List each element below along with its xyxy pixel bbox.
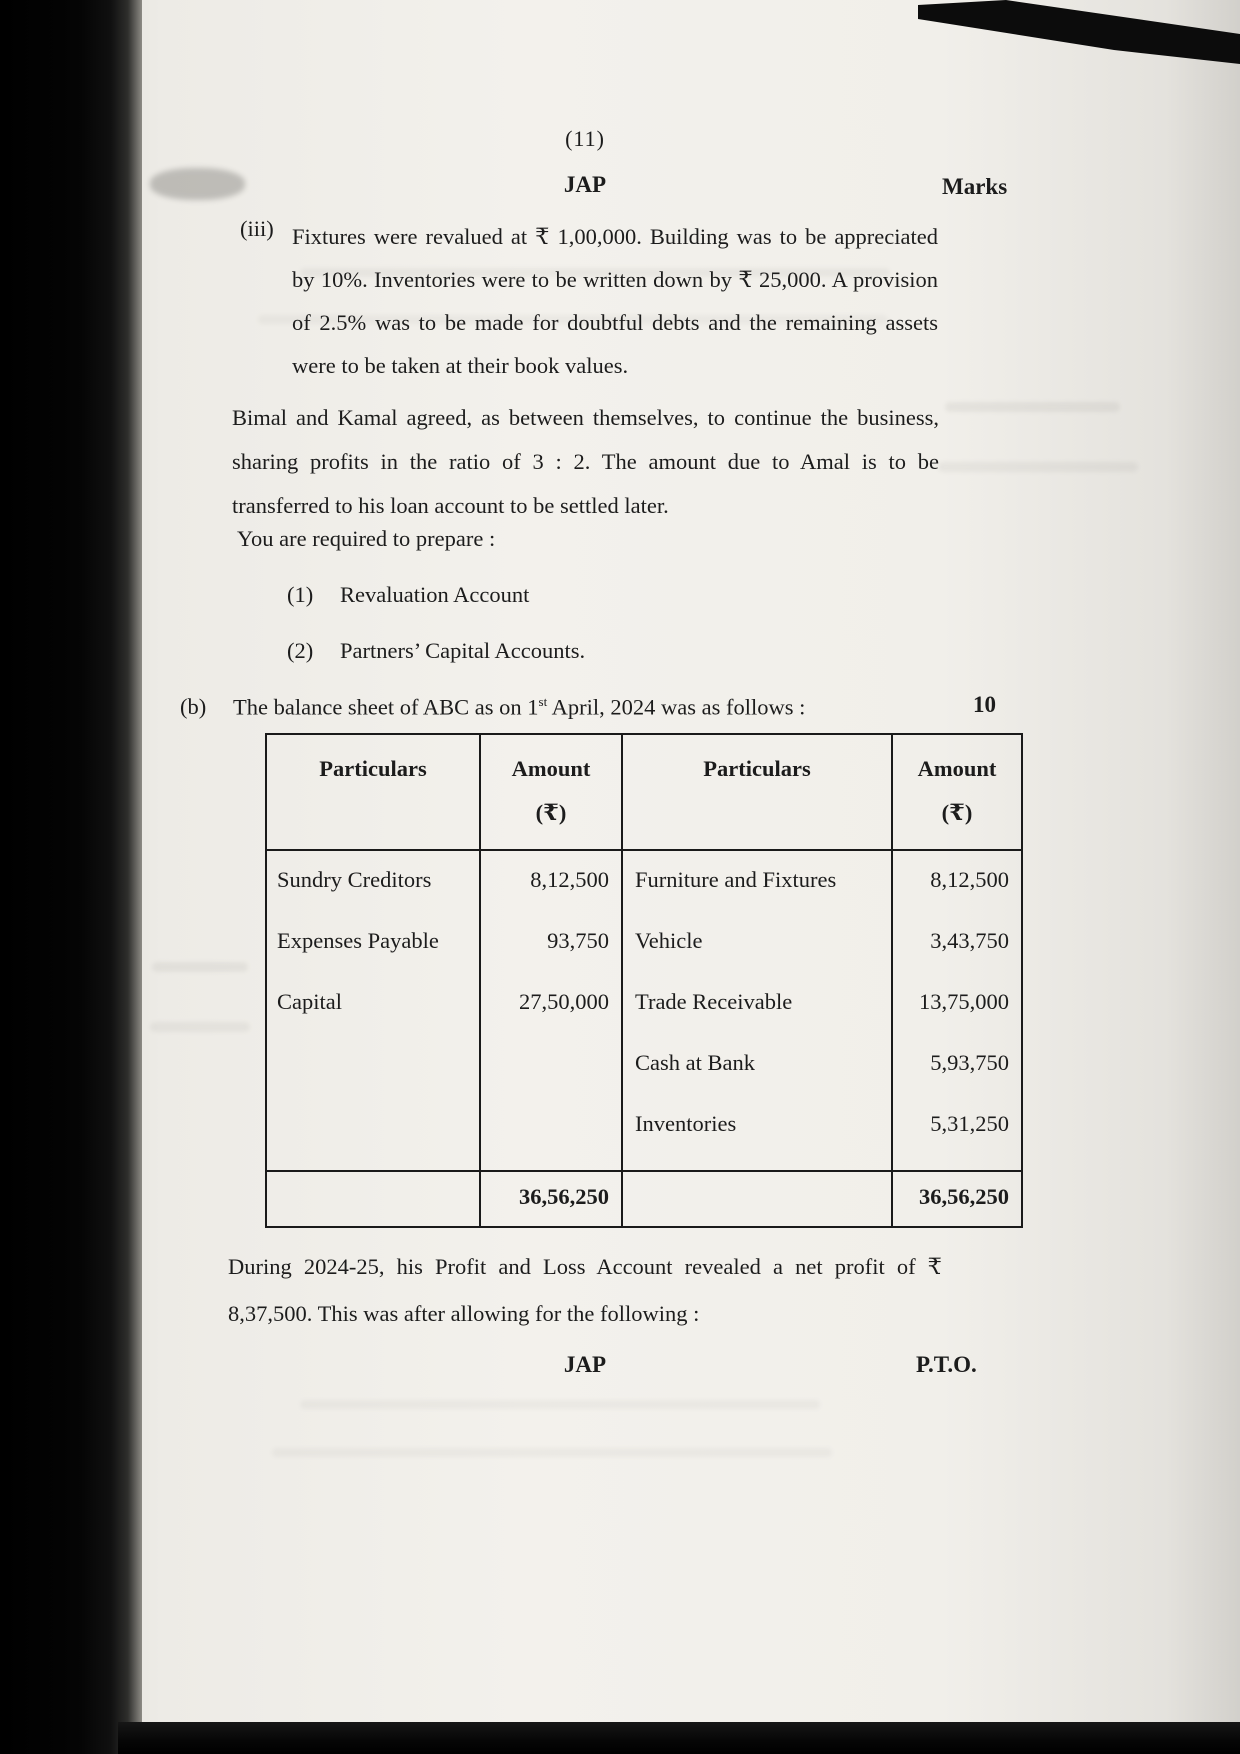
pto-label: P.T.O. bbox=[916, 1352, 977, 1377]
liability-amount: 8,12,500 bbox=[530, 867, 609, 892]
part-b-label: (b) bbox=[180, 694, 207, 719]
item-iii-text: Fixtures were revalued at ₹ 1,00,000. Building was to be appreciated by 10%. Inventories were to be written down by ₹ 25,000. A provision of 2.5% was to be made for doubtful debts and the remaining assets were to be taken at their book values. bbox=[292, 224, 938, 378]
liabilities-particulars-column bbox=[266, 850, 480, 1171]
balance-sheet-table bbox=[265, 733, 1023, 1228]
liability-item bbox=[267, 1048, 479, 1109]
ordinal-superscript: st bbox=[538, 694, 548, 709]
header-amount-left-unit: (₹) bbox=[535, 800, 567, 825]
asset-amount: 3,43,750 bbox=[930, 928, 1009, 953]
scan-top-right-black-artifact bbox=[918, 0, 1240, 64]
liability-item: Sundry Creditors bbox=[277, 867, 432, 892]
asset-item: Vehicle bbox=[635, 928, 703, 953]
paragraph-net-profit: During 2024-25, his Profit and Loss Account revealed a net profit of ₹ 8,37,500. This was after allowing for the following : bbox=[228, 1254, 942, 1326]
asset-amount: 5,31,250 bbox=[930, 1111, 1009, 1136]
scan-bottom-black-band bbox=[118, 1722, 1240, 1754]
balance-sheet-header-row bbox=[266, 734, 1022, 850]
required-item-1-label: (1) bbox=[287, 582, 314, 607]
bleed-through-artifact bbox=[150, 1022, 250, 1032]
header-particulars-left-label: Particulars bbox=[319, 756, 427, 781]
bleed-through-artifact bbox=[945, 402, 1120, 412]
header-amount-right bbox=[892, 734, 1022, 850]
part-b-text-after: April, 2024 was as follows : bbox=[547, 694, 806, 720]
header-particulars-left bbox=[266, 734, 480, 850]
asset-amount: 5,93,750 bbox=[930, 1050, 1009, 1075]
part-b-text-before: The balance sheet of ABC as on 1 bbox=[233, 694, 539, 720]
header-amount-right-unit: (₹) bbox=[941, 800, 973, 825]
required-heading: You are required to prepare : bbox=[237, 526, 496, 551]
liability-amount: 27,50,000 bbox=[519, 989, 609, 1014]
bleed-through-artifact bbox=[300, 1400, 820, 1409]
liability-amount: 93,750 bbox=[547, 928, 609, 953]
total-blank-left bbox=[266, 1171, 480, 1227]
liability-amount bbox=[481, 1109, 621, 1170]
paper-code-footer: JAP bbox=[563, 1352, 607, 1377]
asset-item: Furniture and Fixtures bbox=[635, 867, 837, 892]
assets-particulars-column bbox=[622, 850, 892, 1171]
liability-item: Expenses Payable bbox=[277, 928, 439, 953]
page-number: (11) bbox=[565, 126, 605, 151]
header-amount-right-label: Amount bbox=[917, 756, 997, 781]
asset-item: Inventories bbox=[635, 1111, 737, 1136]
asset-amount: 8,12,500 bbox=[930, 867, 1009, 892]
total-liabilities-amount: 36,56,250 bbox=[480, 1171, 622, 1227]
header-particulars-right bbox=[622, 734, 892, 850]
scan-left-black-band bbox=[0, 0, 142, 1754]
liabilities-amount-column bbox=[480, 850, 622, 1171]
liability-item bbox=[267, 1109, 479, 1170]
asset-item: Cash at Bank bbox=[635, 1050, 755, 1075]
asset-amount: 13,75,000 bbox=[919, 989, 1009, 1014]
total-assets-amount: 36,56,250 bbox=[892, 1171, 1022, 1227]
scan-smudge-artifact bbox=[150, 168, 245, 200]
header-amount-left bbox=[480, 734, 622, 850]
bleed-through-artifact bbox=[272, 1448, 832, 1457]
balance-sheet-total-row bbox=[266, 1171, 1022, 1227]
total-blank-right bbox=[622, 1171, 892, 1227]
item-iii-label: (iii) bbox=[240, 216, 274, 241]
assets-amount-column bbox=[892, 850, 1022, 1171]
part-b-marks: 10 bbox=[973, 692, 996, 717]
balance-sheet-body bbox=[266, 850, 1022, 1171]
bleed-through-artifact bbox=[152, 962, 248, 972]
required-item-2-text: Partners’ Capital Accounts. bbox=[340, 638, 586, 663]
bleed-through-artifact bbox=[938, 462, 1138, 472]
paper-code-header: JAP bbox=[563, 172, 607, 197]
part-b-text bbox=[233, 694, 805, 721]
liability-amount bbox=[481, 1048, 621, 1109]
required-item-1-text: Revaluation Account bbox=[340, 582, 530, 607]
paragraph-bimal-kamal: Bimal and Kamal agreed, as between themselves, to continue the business, sharing profits in the ratio of 3 : 2. The amount due to Amal is to be transferred to his loan account to be settled later. bbox=[232, 405, 939, 518]
asset-item: Trade Receivable bbox=[635, 989, 793, 1014]
header-particulars-right-label: Particulars bbox=[703, 756, 811, 781]
liability-item: Capital bbox=[277, 989, 342, 1014]
header-amount-left-label: Amount bbox=[511, 756, 591, 781]
marks-column-label: Marks bbox=[942, 174, 1008, 199]
required-item-2-label: (2) bbox=[287, 638, 314, 663]
